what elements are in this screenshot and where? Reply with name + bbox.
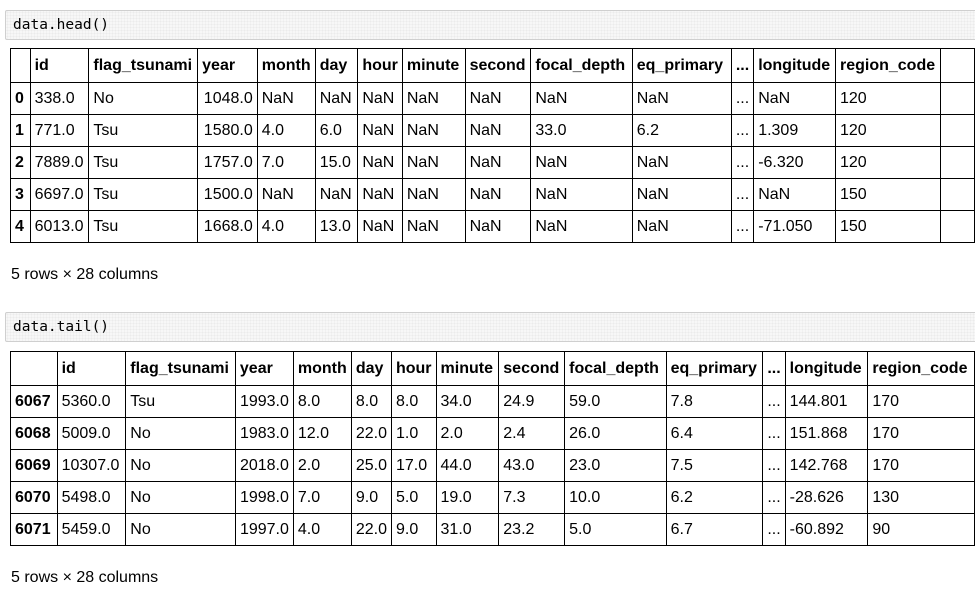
cell-second: 2.4	[499, 418, 565, 450]
cell-second: 24.9	[499, 386, 565, 418]
table-row	[11, 450, 975, 482]
dataframe-output-head	[10, 48, 975, 243]
cell-flag-tsunami: No	[126, 514, 236, 546]
cell-ellipsis: ...	[731, 115, 753, 147]
header-row	[11, 352, 975, 386]
cell-hour: NaN	[358, 147, 403, 179]
cell-second: NaN	[465, 211, 531, 243]
table-row	[11, 211, 975, 243]
cell-region-code: 170	[868, 386, 975, 418]
row-index: 2	[11, 147, 31, 179]
cell-hour: 1.0	[391, 418, 436, 450]
cell-hour: 5.0	[391, 482, 436, 514]
cell-month: 8.0	[293, 386, 351, 418]
cell-eq-primary: 6.7	[666, 514, 763, 546]
cell-region-code: 170	[868, 418, 975, 450]
cell-day: 25.0	[351, 450, 391, 482]
cell-hour: NaN	[358, 83, 403, 115]
cell-day: 15.0	[315, 147, 358, 179]
cell-region-code: 150	[835, 211, 940, 243]
cell-year: 1983.0	[235, 418, 293, 450]
cell-focal-depth: 23.0	[565, 450, 666, 482]
column-header-ellipsis: ...	[763, 352, 785, 386]
row-index: 4	[11, 211, 31, 243]
cell-day: NaN	[315, 179, 358, 211]
cell-eq-primary: NaN	[632, 147, 731, 179]
cell-month: 7.0	[293, 482, 351, 514]
cell-id: 6013.0	[30, 211, 89, 243]
cell-truncated	[940, 211, 974, 243]
cell-second: NaN	[465, 147, 531, 179]
cell-minute: NaN	[402, 115, 465, 147]
cell-id: 5498.0	[57, 482, 126, 514]
table-row	[11, 147, 975, 179]
cell-ellipsis: ...	[763, 386, 785, 418]
code-cell-head[interactable]	[5, 10, 975, 40]
column-header-region-code: region_code	[835, 49, 940, 83]
row-index: 1	[11, 115, 31, 147]
cell-second: NaN	[465, 83, 531, 115]
cell-month: 4.0	[257, 211, 315, 243]
row-index: 6070	[11, 482, 58, 514]
cell-day: 6.0	[315, 115, 358, 147]
cell-minute: 31.0	[436, 514, 499, 546]
cell-truncated	[940, 115, 974, 147]
cell-eq-primary: NaN	[632, 179, 731, 211]
cell-region-code: 150	[835, 179, 940, 211]
cell-flag-tsunami: Tsu	[89, 147, 198, 179]
cell-ellipsis: ...	[763, 450, 785, 482]
row-index: 6071	[11, 514, 58, 546]
row-index: 3	[11, 179, 31, 211]
cell-month: 4.0	[293, 514, 351, 546]
cell-flag-tsunami: No	[126, 482, 236, 514]
column-header-truncated	[940, 49, 974, 83]
cell-flag-tsunami: Tsu	[126, 386, 236, 418]
cell-flag-tsunami: Tsu	[89, 179, 198, 211]
cell-eq-primary: NaN	[632, 83, 731, 115]
cell-region-code: 130	[868, 482, 975, 514]
cell-day: 8.0	[351, 386, 391, 418]
column-header-minute: minute	[402, 49, 465, 83]
cell-focal-depth: NaN	[531, 179, 632, 211]
cell-truncated	[940, 179, 974, 211]
cell-hour: 17.0	[391, 450, 436, 482]
cell-longitude: -28.626	[785, 482, 868, 514]
cell-flag-tsunami: No	[126, 418, 236, 450]
column-header-year: year	[235, 352, 293, 386]
cell-minute: NaN	[402, 211, 465, 243]
column-header-flag-tsunami: flag_tsunami	[126, 352, 236, 386]
cell-year: 1998.0	[235, 482, 293, 514]
cell-hour: NaN	[358, 115, 403, 147]
cell-longitude: 1.309	[754, 115, 836, 147]
cell-eq-primary: 6.2	[632, 115, 731, 147]
cell-year: 2018.0	[235, 450, 293, 482]
column-header-longitude: longitude	[785, 352, 868, 386]
column-header-day: day	[351, 352, 391, 386]
dataframe-shape-summary: 5 rows × 28 columns	[11, 569, 159, 586]
column-header-year: year	[198, 49, 258, 83]
cell-day: 13.0	[315, 211, 358, 243]
cell-ellipsis: ...	[763, 482, 785, 514]
cell-flag-tsunami: Tsu	[89, 211, 198, 243]
cell-eq-primary: 6.4	[666, 418, 763, 450]
cell-ellipsis: ...	[763, 514, 785, 546]
code-input: data.tail()	[13, 319, 110, 335]
cell-year: 1668.0	[198, 211, 258, 243]
cell-eq-primary: 7.8	[666, 386, 763, 418]
cell-year: 1993.0	[235, 386, 293, 418]
cell-longitude: 144.801	[785, 386, 868, 418]
cell-flag-tsunami: No	[89, 83, 198, 115]
cell-hour: 8.0	[391, 386, 436, 418]
column-header-second: second	[465, 49, 531, 83]
cell-id: 10307.0	[57, 450, 126, 482]
column-header-minute: minute	[436, 352, 499, 386]
column-header-region-code: region_code	[868, 352, 975, 386]
column-header-month: month	[293, 352, 351, 386]
cell-longitude: 151.868	[785, 418, 868, 450]
dataframe-shape-summary: 5 rows × 28 columns	[11, 266, 159, 283]
cell-longitude: NaN	[754, 83, 836, 115]
cell-minute: 34.0	[436, 386, 499, 418]
cell-minute: NaN	[402, 147, 465, 179]
cell-month: 4.0	[257, 115, 315, 147]
cell-second: NaN	[465, 115, 531, 147]
cell-second: NaN	[465, 179, 531, 211]
code-input: data.head()	[13, 17, 110, 33]
cell-second: 23.2	[499, 514, 565, 546]
cell-second: 43.0	[499, 450, 565, 482]
dataframe-table	[10, 48, 975, 243]
cell-region-code: 120	[835, 115, 940, 147]
cell-truncated	[940, 83, 974, 115]
cell-hour: 9.0	[391, 514, 436, 546]
column-header-hour: hour	[358, 49, 403, 83]
cell-day: 22.0	[351, 418, 391, 450]
cell-eq-primary: 7.5	[666, 450, 763, 482]
cell-longitude: 142.768	[785, 450, 868, 482]
cell-ellipsis: ...	[731, 179, 753, 211]
cell-year: 1500.0	[198, 179, 258, 211]
cell-second: 7.3	[499, 482, 565, 514]
column-header-second: second	[499, 352, 565, 386]
dataframe-output-tail	[10, 351, 975, 546]
cell-focal-depth: 5.0	[565, 514, 666, 546]
cell-region-code: 90	[868, 514, 975, 546]
column-header-flag-tsunami: flag_tsunami	[89, 49, 198, 83]
cell-day: 9.0	[351, 482, 391, 514]
cell-region-code: 120	[835, 147, 940, 179]
code-cell-tail[interactable]	[5, 312, 975, 342]
cell-day: 22.0	[351, 514, 391, 546]
column-header-eq-primary: eq_primary	[632, 49, 731, 83]
cell-region-code: 120	[835, 83, 940, 115]
cell-minute: NaN	[402, 179, 465, 211]
cell-year: 1997.0	[235, 514, 293, 546]
cell-ellipsis: ...	[731, 83, 753, 115]
column-header-ellipsis: ...	[731, 49, 753, 83]
table-row	[11, 418, 975, 450]
table-row	[11, 115, 975, 147]
cell-id: 5009.0	[57, 418, 126, 450]
row-index: 0	[11, 83, 31, 115]
column-header-eq-primary: eq_primary	[666, 352, 763, 386]
cell-longitude: -60.892	[785, 514, 868, 546]
header-row	[11, 49, 975, 83]
dataframe-table	[10, 351, 975, 546]
column-header-month: month	[257, 49, 315, 83]
column-header-day: day	[315, 49, 358, 83]
cell-ellipsis: ...	[731, 147, 753, 179]
index-header	[11, 352, 58, 386]
column-header-focal-depth: focal_depth	[531, 49, 632, 83]
cell-focal-depth: 33.0	[531, 115, 632, 147]
table-row	[11, 83, 975, 115]
cell-minute: 2.0	[436, 418, 499, 450]
row-index: 6067	[11, 386, 58, 418]
cell-year: 1048.0	[198, 83, 258, 115]
cell-eq-primary: 6.2	[666, 482, 763, 514]
cell-hour: NaN	[358, 179, 403, 211]
cell-truncated	[940, 147, 974, 179]
cell-id: 6697.0	[30, 179, 89, 211]
cell-focal-depth: NaN	[531, 83, 632, 115]
cell-day: NaN	[315, 83, 358, 115]
cell-focal-depth: 26.0	[565, 418, 666, 450]
column-header-longitude: longitude	[754, 49, 836, 83]
cell-id: 5459.0	[57, 514, 126, 546]
column-header-id: id	[57, 352, 126, 386]
cell-flag-tsunami: Tsu	[89, 115, 198, 147]
cell-flag-tsunami: No	[126, 450, 236, 482]
cell-focal-depth: NaN	[531, 147, 632, 179]
cell-longitude: -71.050	[754, 211, 836, 243]
cell-minute: 44.0	[436, 450, 499, 482]
cell-eq-primary: NaN	[632, 211, 731, 243]
cell-minute: NaN	[402, 83, 465, 115]
table-row	[11, 514, 975, 546]
index-header	[11, 49, 31, 83]
cell-month: NaN	[257, 179, 315, 211]
cell-ellipsis: ...	[731, 211, 753, 243]
cell-month: NaN	[257, 83, 315, 115]
cell-longitude: -6.320	[754, 147, 836, 179]
cell-year: 1757.0	[198, 147, 258, 179]
cell-focal-depth: NaN	[531, 211, 632, 243]
cell-id: 7889.0	[30, 147, 89, 179]
cell-month: 2.0	[293, 450, 351, 482]
table-row	[11, 482, 975, 514]
column-header-id: id	[30, 49, 89, 83]
column-header-focal-depth: focal_depth	[565, 352, 666, 386]
cell-longitude: NaN	[754, 179, 836, 211]
cell-month: 12.0	[293, 418, 351, 450]
cell-minute: 19.0	[436, 482, 499, 514]
row-index: 6069	[11, 450, 58, 482]
row-index: 6068	[11, 418, 58, 450]
column-header-hour: hour	[391, 352, 436, 386]
cell-ellipsis: ...	[763, 418, 785, 450]
cell-id: 771.0	[30, 115, 89, 147]
cell-region-code: 170	[868, 450, 975, 482]
cell-focal-depth: 10.0	[565, 482, 666, 514]
cell-month: 7.0	[257, 147, 315, 179]
cell-id: 5360.0	[57, 386, 126, 418]
cell-hour: NaN	[358, 211, 403, 243]
cell-focal-depth: 59.0	[565, 386, 666, 418]
cell-year: 1580.0	[198, 115, 258, 147]
table-row	[11, 386, 975, 418]
cell-id: 338.0	[30, 83, 89, 115]
table-row	[11, 179, 975, 211]
